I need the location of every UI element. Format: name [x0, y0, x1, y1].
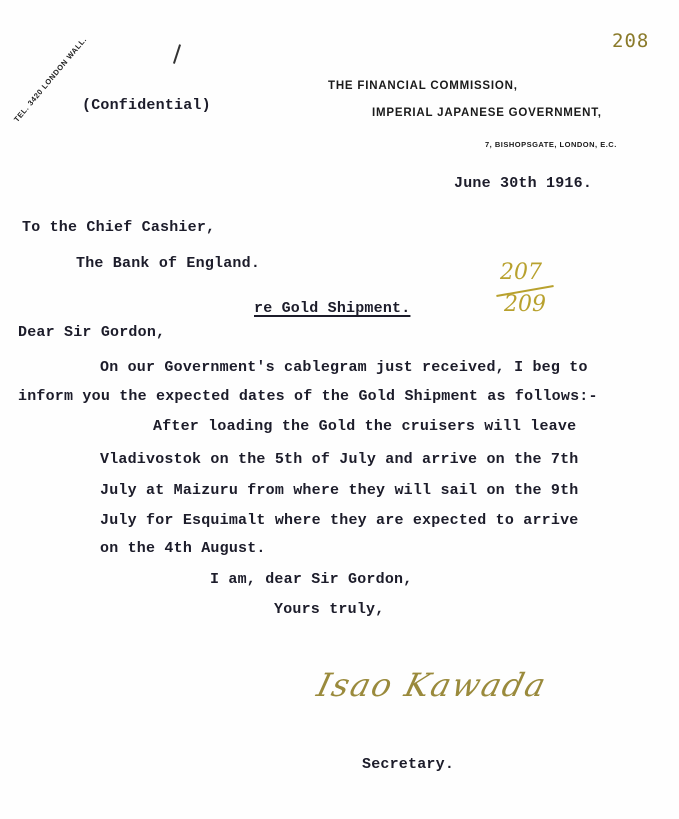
handwritten-signature — [308, 664, 558, 714]
letterhead-commission: THE FINANCIAL COMMISSION, — [328, 80, 518, 92]
body-line: inform you the expected dates of the Gold Shipment as follows:- — [18, 388, 598, 405]
folio-number: 208 — [612, 30, 650, 52]
body-line: On our Government's cablegram just received, I beg to — [100, 359, 588, 376]
pencil-mark — [173, 44, 181, 63]
letterhead-government: IMPERIAL JAPANESE GOVERNMENT, — [372, 107, 602, 119]
letter-date: June 30th 1916. — [454, 175, 593, 192]
body-line: After loading the Gold the cruisers will leave — [153, 418, 577, 435]
page-reference-annotation — [496, 262, 556, 324]
body-line: July for Esquimalt where they are expected to arrive — [100, 512, 579, 529]
closing-line-1: I am, dear Sir Gordon, — [210, 571, 413, 588]
closing-line-2: Yours truly, — [274, 601, 385, 618]
signatory-title: Secretary. — [362, 756, 455, 773]
body-line: Vladivostok on the 5th of July and arrive on the 7th — [100, 451, 579, 468]
telephone-number: TEL. 3420 LONDON WALL. — [12, 35, 89, 124]
letterhead-address: 7, BISHOPSGATE, LONDON, E.C. — [485, 140, 617, 149]
confidential-label: (Confidential) — [82, 97, 211, 114]
addressee-line-1: To the Chief Cashier, — [22, 219, 216, 236]
body-line: July at Maizuru from where they will sail on the 9th — [100, 482, 579, 499]
salutation: Dear Sir Gordon, — [18, 324, 166, 341]
subject-line: re Gold Shipment. — [254, 300, 411, 317]
body-line: on the 4th August. — [100, 540, 266, 557]
signature-text: Isao Kawada — [313, 666, 552, 704]
page-reference-bottom: 209 — [504, 292, 546, 317]
page-reference-top: 207 — [500, 260, 542, 285]
addressee-line-2: The Bank of England. — [76, 255, 261, 272]
